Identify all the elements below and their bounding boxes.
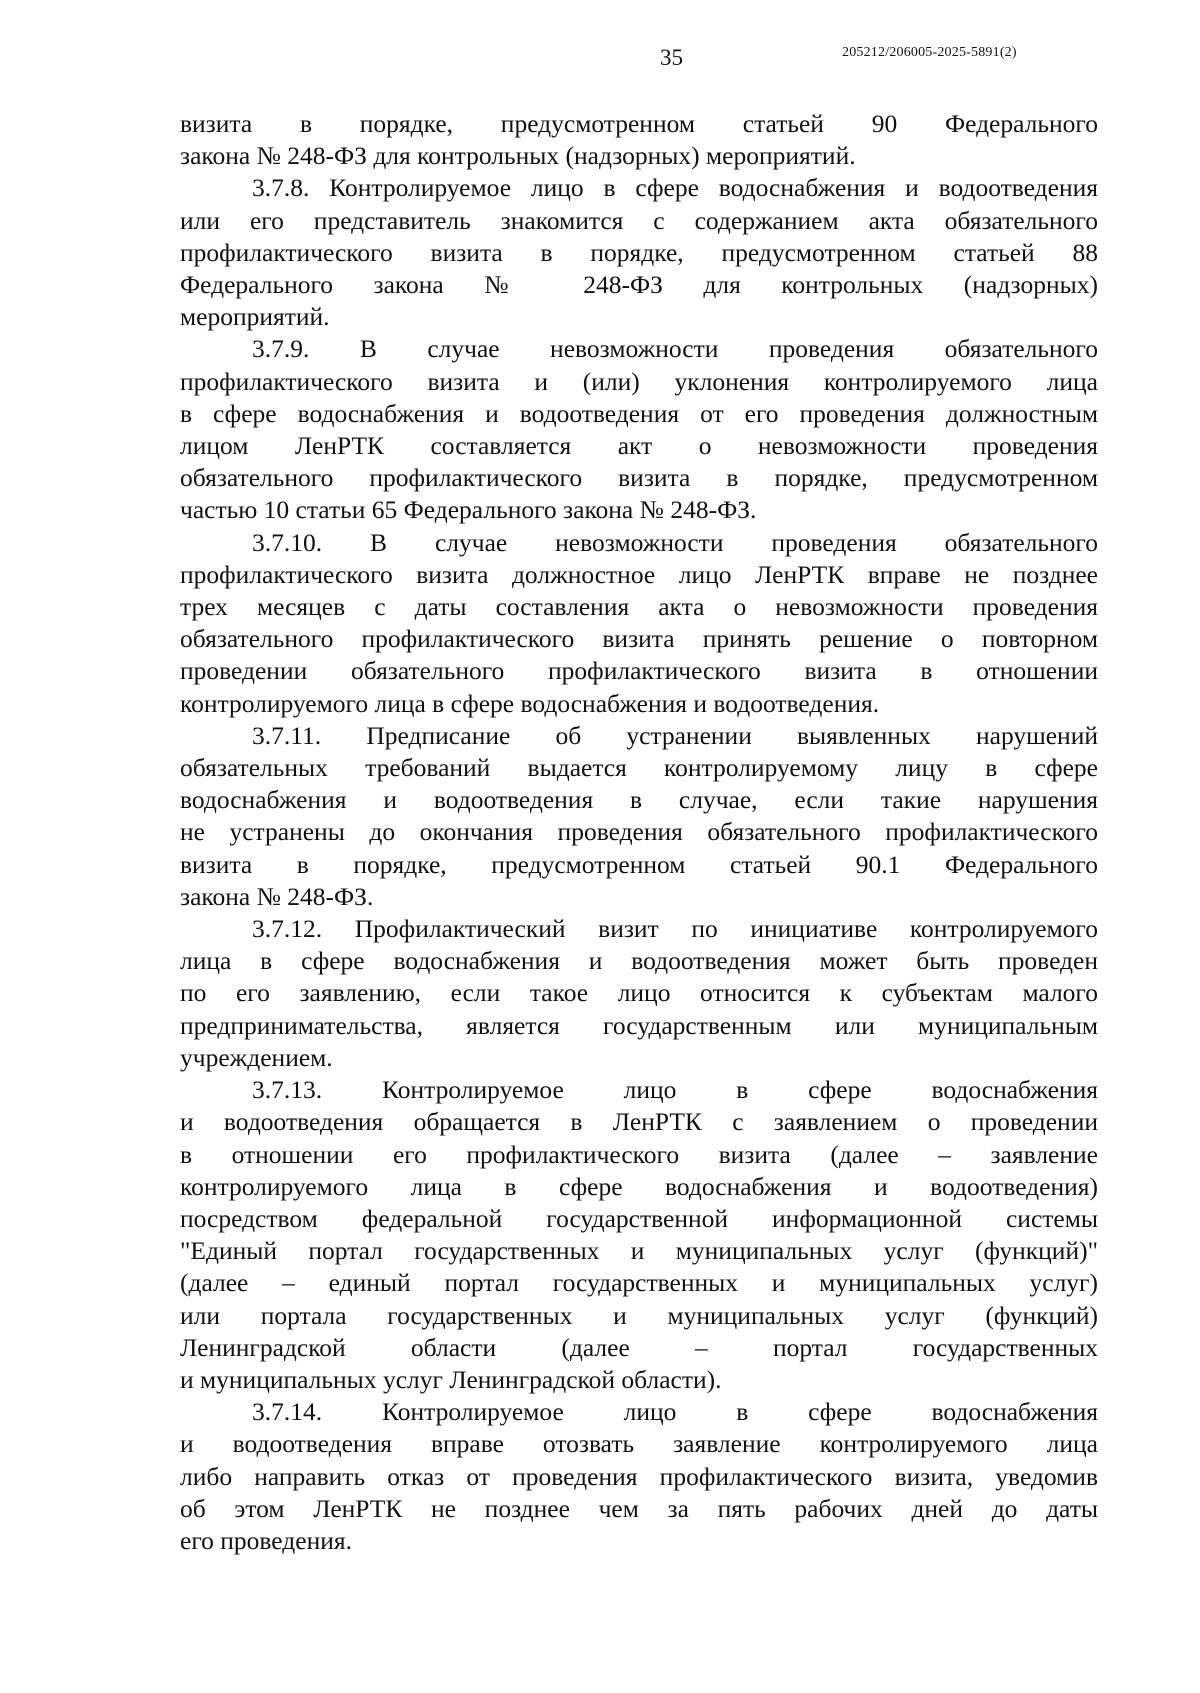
paragraph: [180, 913, 1098, 1074]
text-line: учреждением.: [180, 1042, 333, 1072]
text-line: мероприятий.: [180, 302, 330, 332]
text-line: частью 10 статьи 65 Федерального закона № 248-ФЗ.: [180, 495, 757, 525]
text-line: по его заявлению, если такое лицо относится к субъектам малого: [180, 978, 1098, 1008]
text-line: Федерального закона № 248-ФЗ для контрольных (надзорных): [180, 270, 1098, 300]
text-line: в отношении его профилактического визита (далее – заявление: [180, 1139, 1098, 1169]
text-line: его проведения.: [180, 1525, 352, 1555]
paragraph: [180, 720, 1098, 913]
paragraph: [180, 1074, 1098, 1396]
text-line: 3.7.13. Контролируемое лицо в сфере водоснабжения: [252, 1075, 1098, 1105]
text-line: закона № 248-ФЗ для контрольных (надзорных) мероприятий.: [180, 141, 856, 171]
text-line: проведении обязательного профилактического визита в отношении: [180, 656, 1098, 686]
paragraph: [180, 527, 1098, 720]
text-line: лица в сфере водоснабжения и водоотведения может быть проведен: [180, 946, 1098, 976]
text-line: 3.7.12. Профилактический визит по инициативе контролируемого: [252, 914, 1098, 944]
text-line: Ленинградской области (далее – портал государственных: [180, 1332, 1098, 1362]
text-line: профилактического визита в порядке, предусмотренном статьей 88: [180, 237, 1098, 267]
text-line: контролируемого лица в сфере водоснабжения и водоотведения.: [180, 688, 880, 718]
text-line: в сфере водоснабжения и водоотведения от его проведения должностным: [180, 398, 1098, 428]
text-line: 3.7.14. Контролируемое лицо в сфере водоснабжения: [252, 1397, 1098, 1427]
text-line: лицом ЛенРТК составляется акт о невозможности проведения: [180, 431, 1098, 461]
paragraph: [180, 333, 1098, 526]
text-line: профилактического визита должностное лицо ЛенРТК вправе не позднее: [180, 559, 1098, 589]
text-line: 3.7.11. Предписание об устранении выявленных нарушений: [252, 720, 1098, 750]
text-line: не устранены до окончания проведения обязательного профилактического: [180, 817, 1098, 847]
text-line: об этом ЛенРТК не позднее чем за пять рабочих дней до даты: [180, 1493, 1098, 1523]
paragraph: [180, 172, 1098, 333]
text-line: трех месяцев с даты составления акта о невозможности проведения: [180, 592, 1098, 622]
text-line: или его представитель знакомится с содержанием акта обязательного: [180, 205, 1098, 235]
text-line: и водоотведения вправе отозвать заявление контролируемого лица: [180, 1429, 1098, 1459]
text-line: или портала государственных и муниципальных услуг (функций): [180, 1300, 1098, 1330]
text-line: "Единый портал государственных и муниципальных услуг (функций)": [180, 1236, 1098, 1266]
text-line: и муниципальных услуг Ленинградской области).: [180, 1364, 722, 1394]
text-line: 3.7.10. В случае невозможности проведения обязательного: [252, 527, 1098, 557]
document-registration-code: 205212/206005-2025-5891(2): [842, 45, 1017, 60]
text-line: (далее – единый портал государственных и муниципальных услуг): [180, 1268, 1098, 1298]
text-line: 3.7.8. Контролируемое лицо в сфере водоснабжения и водоотведения: [252, 173, 1098, 203]
document-body: [180, 108, 1098, 1557]
text-line: посредством федеральной государственной информационной системы: [180, 1203, 1098, 1233]
text-line: визита в порядке, предусмотренном статьей 90.1 Федерального: [180, 849, 1098, 879]
paragraph: [180, 108, 1098, 172]
text-line: 3.7.9. В случае невозможности проведения обязательного: [252, 334, 1098, 364]
text-line: закона № 248-ФЗ.: [180, 881, 374, 911]
text-line: и водоотведения обращается в ЛенРТК с заявлением о проведении: [180, 1107, 1098, 1137]
paragraph: [180, 1396, 1098, 1557]
text-line: либо направить отказ от проведения профилактического визита, уведомив: [180, 1461, 1098, 1491]
text-line: обязательного профилактического визита в порядке, предусмотренном: [180, 463, 1098, 493]
text-line: обязательных требований выдается контролируемому лицу в сфере: [180, 753, 1098, 783]
text-line: обязательного профилактического визита принять решение о повторном: [180, 624, 1098, 654]
page-number: 35: [660, 45, 683, 70]
text-line: водоснабжения и водоотведения в случае, если такие нарушения: [180, 785, 1098, 815]
text-line: профилактического визита и (или) уклонения контролируемого лица: [180, 366, 1098, 396]
text-line: контролируемого лица в сфере водоснабжения и водоотведения): [180, 1171, 1098, 1201]
text-line: визита в порядке, предусмотренном статьей 90 Федерального: [180, 109, 1098, 138]
text-line: предпринимательства, является государственным или муниципальным: [180, 1010, 1098, 1040]
